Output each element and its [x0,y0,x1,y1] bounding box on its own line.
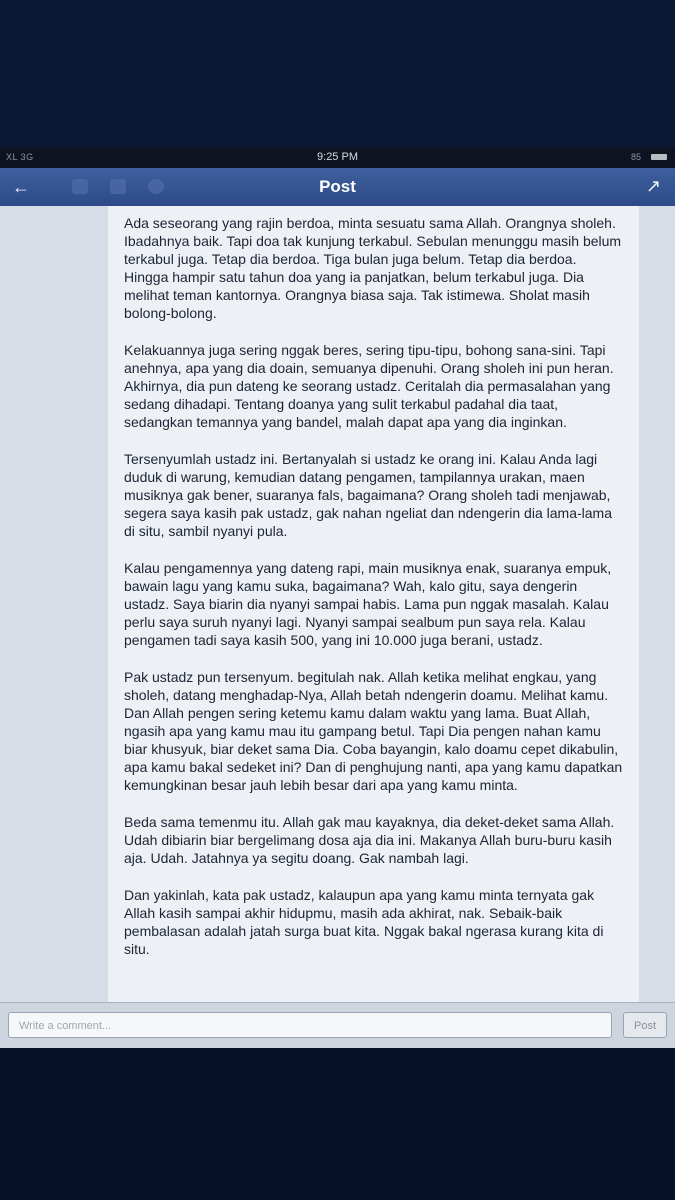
post-paragraph-5: Pak ustadz pun tersenyum. begitulah nak. Allah ketika melihat engkau, yang sholeh, datang menghadap-Nya, Allah betah ndengerin doamu. Melihat kamu. Dan Allah pengen sering ketemu kamu dalam waktu yang lama. Buat Allah, ngasih apa yang kamu mau itu gampang betul. Tapi Dia pengen nahan kamu biar khusyuk, biar deket sama Dia. Coba bayangin, kalo doamu cepet dikabulin, apa kamu bakal sedeket ini? Dan di penghujung nanti, apa yang kamu dapatkan kemungkinan besar jauh lebih besar dari apa yang kamu minta. [124,669,623,793]
comment-bar [0,1002,675,1049]
battery-level: 85 [630,152,641,162]
post-paragraph-7: Dan yakinlah, kata pak ustadz, kalaupun apa yang kamu minta ternyata gak Allah kasih sampai akhir hidupmu, masih ada akhirat, nak. Sebaik-baik pembalasan adalah jatah surga buat kita. Nggak bakal ngerasa kurang kita di situ. [124,887,604,957]
status-time: 9:25 PM [317,151,358,163]
right-margin [639,206,675,1002]
back-arrow-icon[interactable]: ← [12,177,30,197]
left-margin [0,206,108,1002]
post-body [124,214,624,977]
page-title: Post [319,177,356,196]
post-comment-button[interactable]: Post [623,1012,667,1038]
status-bar [0,148,675,168]
carrier-label: XL 3G [6,152,34,162]
post-paragraph-3: Tersenyumlah ustadz ini. Bertanyalah si ustadz ke orang ini. Kalau Anda lagi duduk di warung, kemudian datang pengamen, tampilannya urakan, maen musiknya gak bener, suaranya fals, bagaimana? Orang sholeh tadi menjawab, segera saya kasih pak ustadz, gak nahan ngeliat dan ndengerin dia lama-lama di situ, sambil nyanyi pula. [124,451,612,539]
battery-icon [651,154,667,160]
device-top-bezel [0,0,675,148]
post-paragraph-2: Kelakuannya juga sering nggak beres, sering tipu-tipu, bohong sana-sini. Tapi anehnya, apa yang dia doain, semuanya dipenuhi. Orang sholeh ini pun heran. Akhirnya, dia pun dateng ke seorang ustadz. Ceritalah dia permasalahan yang sedang dihadapi. Tentang doanya yang sulit terkabul padahal dia taat, sedangkan temannya yang bandel, malah dapat apa yang dia inginkan. [124,342,614,430]
post-paragraph-6: Beda sama temenmu itu. Allah gak mau kayaknya, dia deket-deket sama Allah. Udah dibiarin biar bergelimang dosa aja dia ini. Makanya Allah buru-buru kasih aja. Udah. Jatahnya ya segitu doang. Gak nambah lagi. [124,814,615,866]
navigation-bar [0,168,675,207]
share-icon[interactable]: ↗ [645,176,661,196]
post-paragraph-1: Ada seseorang yang rajin berdoa, minta sesuatu sama Allah. Orangnya sholeh. Ibadahnya baik. Tapi doa tak kunjung terkabul. Sebulan menunggu masih belum terkabul juga. Tetap dia berdoa. Tiga bulan juga belum. Tetap dia berdoa. Hingga hampir satu tahun doa yang ia panjatkan, belum terkabul juga. Dia melihat teman kantornya. Orangnya biasa saja. Tak istimewa. Sholat masih bolong-bolong. [124,215,622,321]
post-content-area[interactable] [0,206,675,1002]
comment-input[interactable]: Write a comment... [8,1012,612,1038]
device-bottom-bezel [0,1048,675,1200]
post-paragraph-4: Kalau pengamennya yang dateng rapi, main musiknya enak, suaranya empuk, bawain lagu yang kamu suka, bagaimana? Wah, kalo gitu, saya dengerin ustadz. Saya biarin dia nyanyi sampai habis. Lama pun nggak masalah. Kalau perlu saya suruh nyanyi lagi. Nyanyi sampai sealbum pun saya rela. Kalau pengamen tadi saya kasih 500, yang ini 10.000 juga berani, ustadz. [124,560,612,648]
